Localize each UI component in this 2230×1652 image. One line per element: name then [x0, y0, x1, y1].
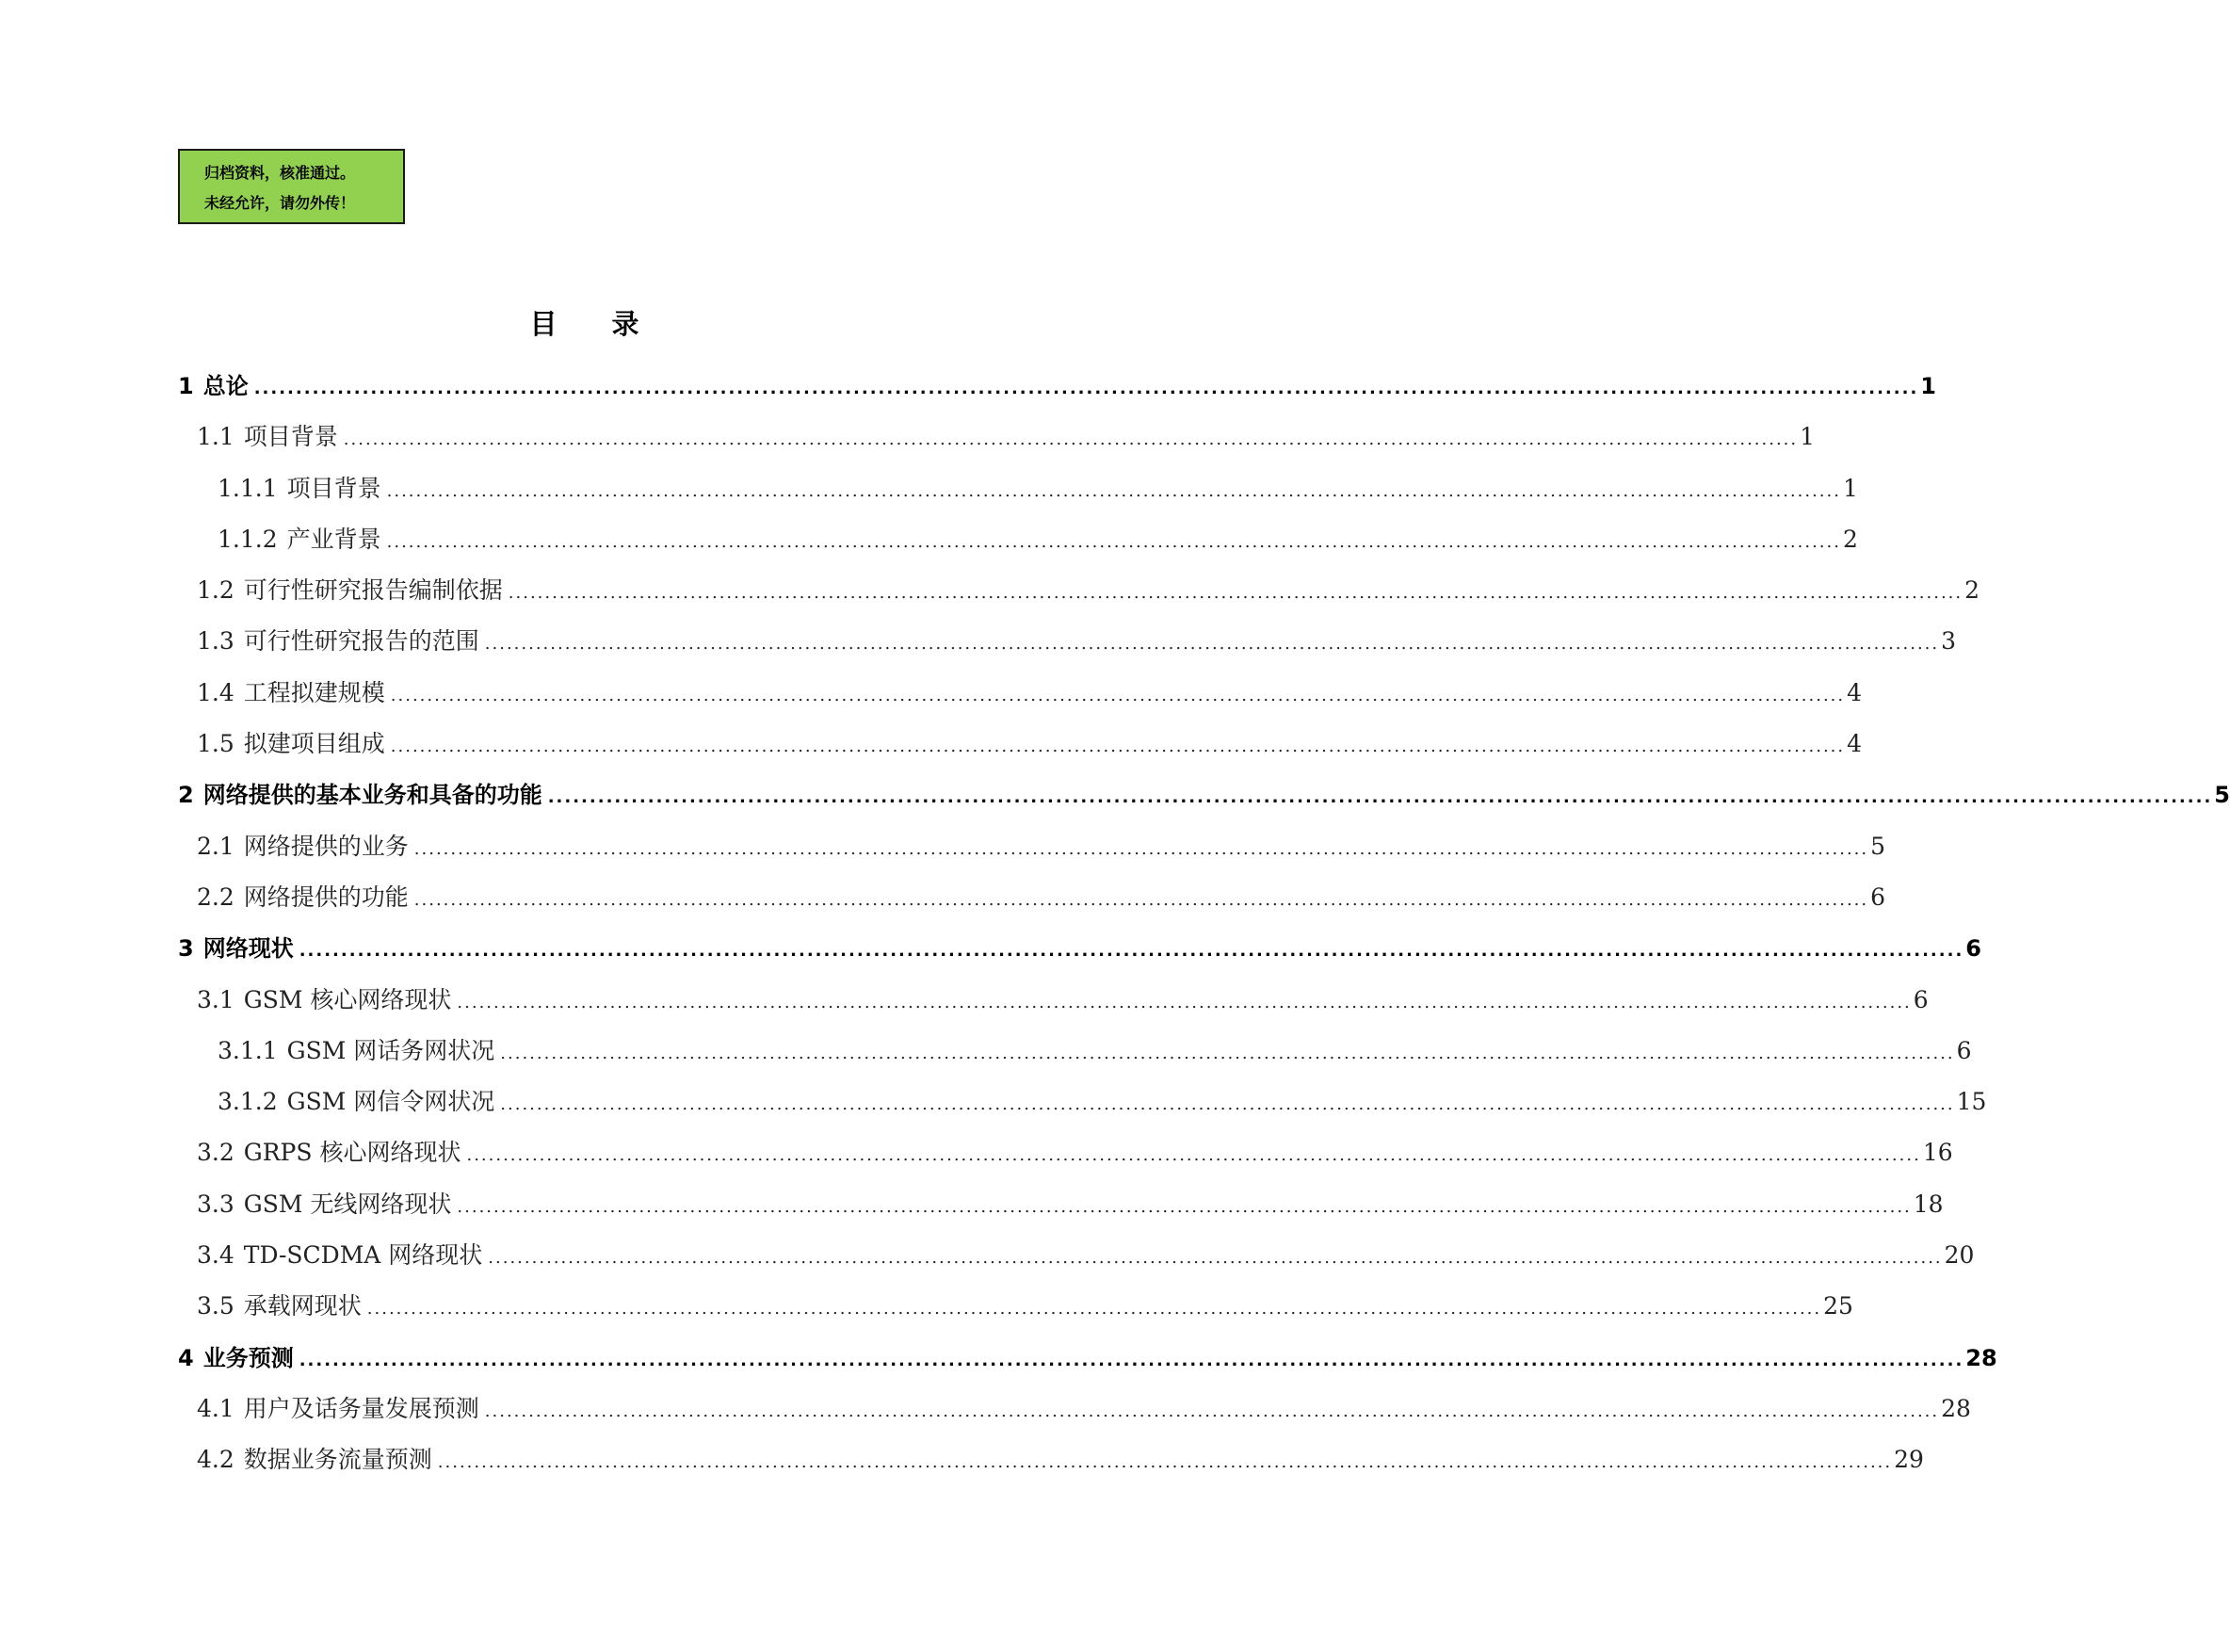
- archive-stamp: [178, 149, 405, 224]
- toc-page-number: 4: [1847, 678, 1863, 706]
- toc-page-number: 3: [1941, 627, 1957, 656]
- toc-entry-number: 1: [178, 373, 194, 399]
- toc-page-number: 1: [1842, 474, 1858, 502]
- toc-leader-dots: ........................................................................................................................................................................................................: [390, 685, 1846, 705]
- toc-entry-title: 数据业务流量预测: [243, 1446, 432, 1474]
- toc-leader-dots: ........................................................................................................................................................................................................: [484, 634, 1940, 655]
- toc-leader-dots: ........................................................................................................................................................................................................: [299, 1350, 1964, 1370]
- toc-entry-label: [197, 1134, 461, 1168]
- toc-leader-dots: ........................................................................................................................................................................................................: [343, 429, 1799, 450]
- toc-page-number: 5: [1870, 832, 1886, 860]
- toc-entry-number: 3.1.1: [218, 1036, 278, 1064]
- toc-page-number: 6: [1913, 985, 1929, 1013]
- toc-entry-number: 1.1.2: [218, 525, 278, 553]
- table-of-contents: [178, 367, 2230, 1493]
- stamp-line-1: 归档资料，核准通过。: [204, 164, 356, 182]
- toc-page-number: 18: [1913, 1190, 1944, 1218]
- toc-entry-title: 总论: [202, 373, 249, 399]
- toc-entry-number: 2.1: [197, 832, 234, 860]
- toc-entry-number: 3.4: [197, 1241, 234, 1270]
- toc-leader-dots: ........................................................................................................................................................................................................: [484, 1401, 1940, 1421]
- toc-leader-dots: ........................................................................................................................................................................................................: [299, 941, 1964, 962]
- toc-entry-label: [197, 1390, 479, 1424]
- toc-leader-dots: ........................................................................................................................................................................................................: [466, 1145, 1921, 1166]
- toc-entry-title: 拟建项目组成: [243, 730, 385, 758]
- toc-entry-label: [197, 418, 338, 452]
- toc-entry-label: [197, 879, 409, 913]
- toc-entry-title: 网络提供的业务: [243, 832, 409, 860]
- toc-entry-number: 3.3: [197, 1190, 234, 1218]
- toc-title: 目 录: [529, 308, 662, 340]
- toc-page-number: 25: [1823, 1292, 1853, 1320]
- toc-entry-label: [197, 828, 409, 862]
- toc-entry-title: 网络现状: [202, 935, 294, 963]
- toc-entry[interactable]: [178, 776, 2230, 827]
- toc-leader-dots: ........................................................................................................................................................................................................: [390, 737, 1846, 757]
- toc-page-number: 20: [1944, 1241, 1975, 1270]
- toc-leader-dots: ........................................................................................................................................................................................................: [457, 1196, 1912, 1217]
- toc-entry[interactable]: [178, 1237, 1975, 1288]
- toc-leader-dots: ........................................................................................................................................................................................................: [437, 1452, 1893, 1473]
- toc-entry-label: [197, 1441, 432, 1475]
- toc-entry[interactable]: [178, 1339, 1997, 1390]
- toc-entry[interactable]: [178, 1288, 1853, 1338]
- toc-entry-title: GRPS 核心网络现状: [243, 1139, 461, 1167]
- toc-page-number: 1: [1800, 423, 1816, 451]
- toc-entry-number: 4: [178, 1344, 194, 1371]
- toc-entry-label: [178, 930, 294, 963]
- toc-entry-label: [197, 981, 451, 1015]
- toc-entry[interactable]: [178, 572, 1980, 623]
- toc-entry-number: 2.2: [197, 883, 234, 911]
- toc-entry-label: [178, 776, 542, 809]
- toc-leader-dots: ........................................................................................................................................................................................................: [366, 1299, 1822, 1320]
- toc-leader-dots: ........................................................................................................................................................................................................: [547, 787, 2213, 808]
- toc-leader-dots: ........................................................................................................................................................................................................: [500, 1043, 1955, 1063]
- toc-entry-number: 1.2: [197, 576, 234, 605]
- toc-leader-dots: ........................................................................................................................................................................................................: [488, 1248, 1943, 1269]
- toc-page-number: 29: [1894, 1446, 1924, 1474]
- toc-entry[interactable]: [178, 1032, 1972, 1083]
- toc-page-number: 6: [1870, 883, 1886, 911]
- toc-entry[interactable]: [178, 623, 1957, 673]
- toc-entry[interactable]: [178, 981, 1929, 1032]
- toc-page-number: 1: [1920, 373, 1936, 399]
- toc-page-number: 6: [1956, 1036, 1972, 1064]
- toc-page-number: 6: [1965, 935, 1981, 963]
- toc-leader-dots: ........................................................................................................................................................................................................: [508, 583, 1963, 604]
- toc-page-number: 2: [1964, 576, 1980, 605]
- toc-entry-title: TD-SCDMA 网络现状: [243, 1241, 483, 1270]
- toc-entry-number: 3.1: [197, 985, 234, 1013]
- toc-leader-dots: ........................................................................................................................................................................................................: [500, 1094, 1955, 1115]
- toc-entry-label: [197, 1237, 482, 1271]
- toc-page-number: 2: [1842, 525, 1858, 553]
- toc-entry-label: [218, 1032, 494, 1066]
- toc-entry-title: 工程拟建规模: [243, 678, 385, 706]
- toc-entry-title: 可行性研究报告的范围: [243, 627, 479, 656]
- toc-page-number: 28: [1965, 1344, 1997, 1371]
- toc-entry-number: 1.5: [197, 730, 234, 758]
- toc-entry-title: 可行性研究报告编制依据: [243, 576, 503, 605]
- toc-entry-title: 产业背景: [286, 525, 381, 553]
- toc-entry-number: 4.2: [197, 1446, 234, 1474]
- toc-entry[interactable]: [178, 470, 1858, 521]
- toc-entry-label: [218, 1083, 494, 1117]
- toc-entry-label: [218, 470, 381, 504]
- toc-entry-number: 1.4: [197, 678, 234, 706]
- toc-entry-title: 用户及话务量发展预测: [243, 1394, 479, 1422]
- toc-entry-number: 1.3: [197, 627, 234, 656]
- toc-entry-label: [197, 572, 503, 606]
- toc-page-number: 15: [1956, 1088, 1987, 1116]
- toc-leader-dots: ........................................................................................................................................................................................................: [457, 992, 1912, 1012]
- toc-entry-title: 网络提供的基本业务和具备的功能: [202, 782, 542, 809]
- toc-entry-title: GSM 核心网络现状: [243, 985, 452, 1013]
- toc-entry[interactable]: [178, 521, 1858, 572]
- toc-entry-number: 3.1.2: [218, 1088, 278, 1116]
- toc-entry[interactable]: [178, 1441, 1924, 1492]
- toc-entry[interactable]: [178, 1134, 1953, 1185]
- toc-leader-dots: ........................................................................................................................................................................................................: [386, 531, 1841, 552]
- toc-leader-dots: ........................................................................................................................................................................................................: [253, 379, 1919, 398]
- toc-entry-number: 1.1: [197, 423, 234, 451]
- toc-entry[interactable]: [178, 930, 1981, 980]
- toc-entry-label: [218, 521, 381, 555]
- toc-entry-title: GSM 网信令网状况: [286, 1088, 495, 1116]
- toc-entry-title: GSM 网话务网状况: [286, 1036, 495, 1064]
- toc-entry-label: [197, 1288, 362, 1321]
- toc-entry[interactable]: [178, 828, 1886, 879]
- toc-entry[interactable]: [178, 1186, 1944, 1237]
- toc-entry-number: 3.2: [197, 1139, 234, 1167]
- toc-page-number: 16: [1922, 1139, 1953, 1167]
- toc-entry-label: [178, 1339, 294, 1372]
- toc-leader-dots: ........................................................................................................................................................................................................: [413, 889, 1869, 910]
- toc-entry-title: 项目背景: [286, 474, 381, 502]
- toc-entry-title: 承载网现状: [243, 1292, 362, 1320]
- toc-entry-title: 业务预测: [202, 1344, 294, 1371]
- toc-entry[interactable]: [178, 1083, 1987, 1134]
- toc-entry[interactable]: [178, 367, 1936, 418]
- toc-leader-dots: ........................................................................................................................................................................................................: [386, 480, 1841, 501]
- toc-leader-dots: ........................................................................................................................................................................................................: [413, 838, 1869, 859]
- toc-entry[interactable]: [178, 725, 1863, 776]
- toc-page-number: 5: [2214, 782, 2230, 809]
- toc-entry-number: 1.1.1: [218, 474, 278, 502]
- toc-entry[interactable]: [178, 1390, 1971, 1441]
- toc-entry-title: 网络提供的功能: [243, 883, 409, 911]
- toc-entry-title: 项目背景: [243, 423, 338, 451]
- toc-entry[interactable]: [178, 418, 1816, 469]
- toc-entry-number: 3.5: [197, 1292, 234, 1320]
- toc-entry-label: [178, 367, 249, 400]
- toc-entry[interactable]: [178, 879, 1886, 930]
- toc-entry-label: [197, 623, 479, 656]
- toc-page-number: 4: [1847, 730, 1863, 758]
- toc-entry[interactable]: [178, 674, 1863, 725]
- toc-entry-label: [197, 1186, 451, 1220]
- toc-entry-label: [197, 725, 385, 759]
- toc-entry-title: GSM 无线网络现状: [243, 1190, 452, 1218]
- toc-page-number: 28: [1941, 1394, 1971, 1422]
- toc-entry-number: 3: [178, 935, 194, 963]
- toc-entry-number: 4.1: [197, 1394, 234, 1422]
- stamp-line-2: 未经允许，请勿外传！: [204, 194, 356, 212]
- toc-entry-label: [197, 674, 385, 708]
- toc-entry-number: 2: [178, 782, 194, 809]
